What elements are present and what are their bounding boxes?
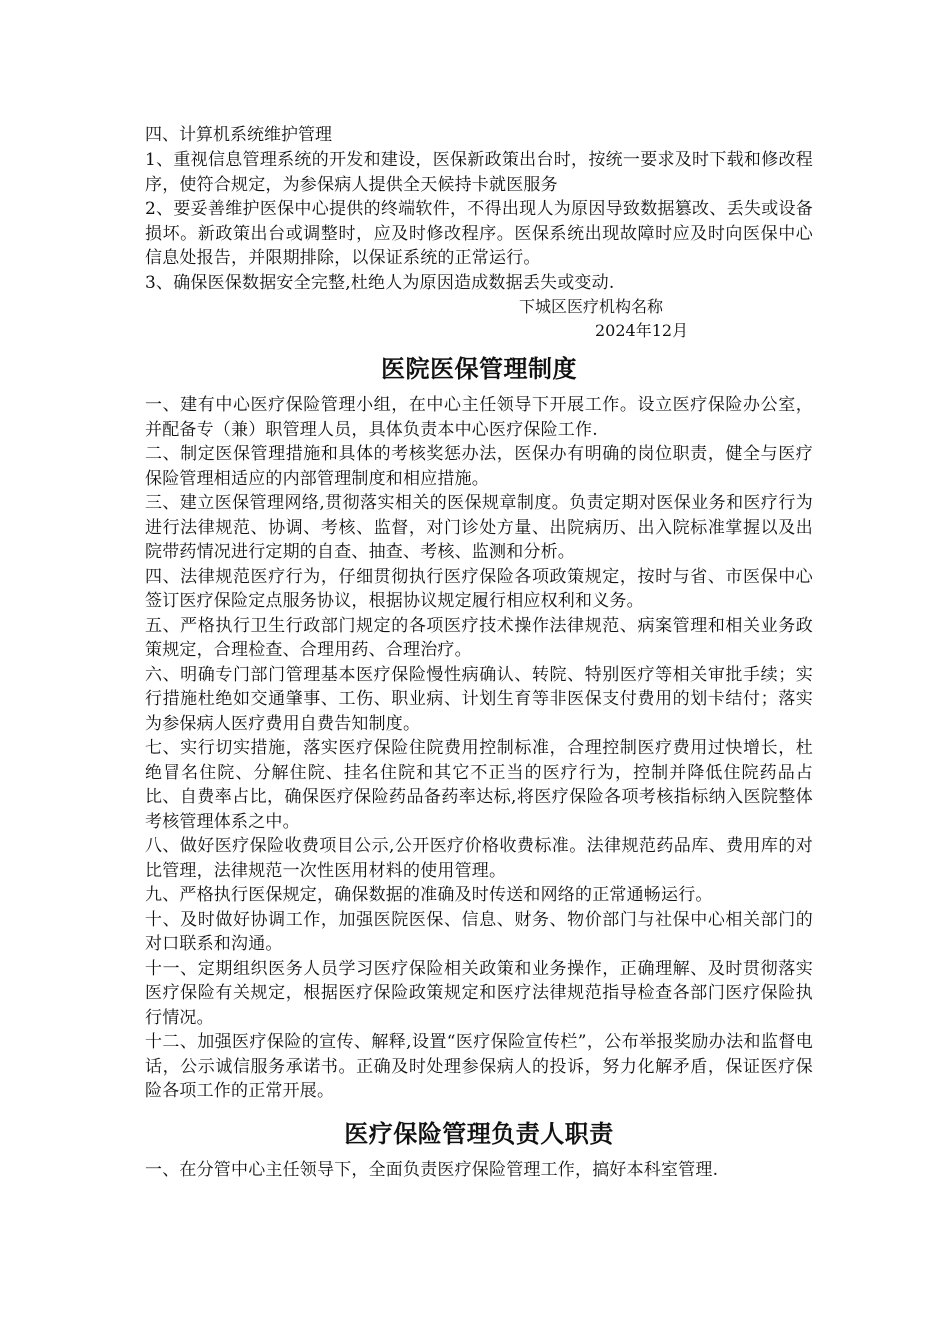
regulation-paragraph: 八、做好医疗保险收费项目公示,公开医疗价格收费标准。法律规范药品库、费用库的对比管理，法律规范一次性医用材料的使用管理。 <box>145 836 813 881</box>
regulation-paragraph: 四、法律规范医疗行为，仔细贯彻执行医疗保险各项政策规定，按时与省、市医保中心签订医疗保险定点服务协议，根据协议规定履行相应权利和义务。 <box>145 566 813 611</box>
regulation-paragraph: 三、建立医保管理网络,贯彻落实相关的医保规章制度。负责定期对医保业务和医疗行为进行法律规范、协调、考核、监督，对门诊处方量、出院病历、出入院标准掌握以及出院带药情况进行定期的自查、抽查、考核、监测和分析。 <box>145 493 813 562</box>
regulation-paragraph: 六、明确专门部门管理基本医疗保险慢性病确认、转院、特别医疗等相关审批手续；实行措施杜绝如交通肇事、工伤、职业病、计划生育等非医保支付费用的划卡结付；落实为参保病人医疗费用自费告知制度。 <box>145 664 813 734</box>
section-item: 3、确保医保数据安全完整,杜绝人为原因造成数据丢失或变动. <box>145 272 615 293</box>
duties-body <box>145 1158 813 1183</box>
section-computer-maintenance <box>145 122 813 295</box>
duties-title: 医疗保险管理负责人职责 <box>344 1119 614 1148</box>
signature-organization: 下城区医疗机构名称 <box>519 297 664 316</box>
document-page <box>145 122 813 1182</box>
regulation-paragraph: 二、制定医保管理措施和具体的考核奖惩办法，医保办有明确的岗位职责，健全与医疗保险管理相适应的内部管理制度和相应措施。 <box>145 444 813 489</box>
regulation-paragraph: 一、建有中心医疗保险管理小组，在中心主任领导下开展工作。设立医疗保险办公室，并配备专（兼）职管理人员，具体负责本中心医疗保险工作. <box>145 395 813 440</box>
section-item: 1、重视信息管理系统的开发和建设，医保新政策出台时，按统一要求及时下载和修改程序，使符合规定，为参保病人提供全天候持卡就医服务 <box>145 150 813 195</box>
section-heading: 四、计算机系统维护管理 <box>145 125 332 145</box>
regulation-paragraph: 七、实行切实措施，落实医疗保险住院费用控制标准，合理控制医疗费用过快增长，杜绝冒名住院、分解住院、挂名住院和其它不正当的医疗行为，控制并降低住院药品占比、自费率占比，确保医疗保险药品备药率达标,将医疗保险各项考核指标纳入医院整体考核管理体系之中。 <box>145 738 813 832</box>
regulation-paragraph: 十、及时做好协调工作，加强医院医保、信息、财务、物价部门与社保中心相关部门的对口联系和沟通。 <box>145 909 813 954</box>
regulation-body <box>145 393 813 1104</box>
duties-paragraph: 一、在分管中心主任领导下，全面负责医疗保险管理工作，搞好本科室管理. <box>145 1159 719 1180</box>
regulation-paragraph: 十二、加强医疗保险的宣传、解释,设置“医疗保险宣传栏”，公布举报奖励办法和监督电话，公示诚信服务承诺书。正确及时处理参保病人的投诉，努力化解矛盾，保证医疗保险各项工作的正常开展。 <box>145 1032 813 1101</box>
signature-date: 2024年12月 <box>595 321 689 340</box>
regulation-paragraph: 五、严格执行卫生行政部门规定的各项医疗技术操作法律规范、病案管理和相关业务政策规定，合理检查、合理用药、合理治疗。 <box>145 615 813 660</box>
section-item: 2、要妥善维护医保中心提供的终端软件，不得出现人为原因导致数据篡改、丢失或设备损坏。新政策出台或调整时，应及时修改程序。医保系统出现故障时应及时向医保中心信息处报告，并限期排除，以保证系统的正常运行。 <box>145 199 813 268</box>
signature-block <box>145 295 813 343</box>
regulation-paragraph: 十一、定期组织医务人员学习医疗保险相关政策和业务操作，正确理解、及时贯彻落实医疗保险有关规定，根据医疗保险政策规定和医疗法律规范指导检查各部门医疗保险执行情况。 <box>145 958 813 1028</box>
regulation-paragraph: 九、严格执行医保规定，确保数据的准确及时传送和网络的正常通畅运行。 <box>145 885 713 905</box>
document-title: 医院医保管理制度 <box>381 355 577 383</box>
